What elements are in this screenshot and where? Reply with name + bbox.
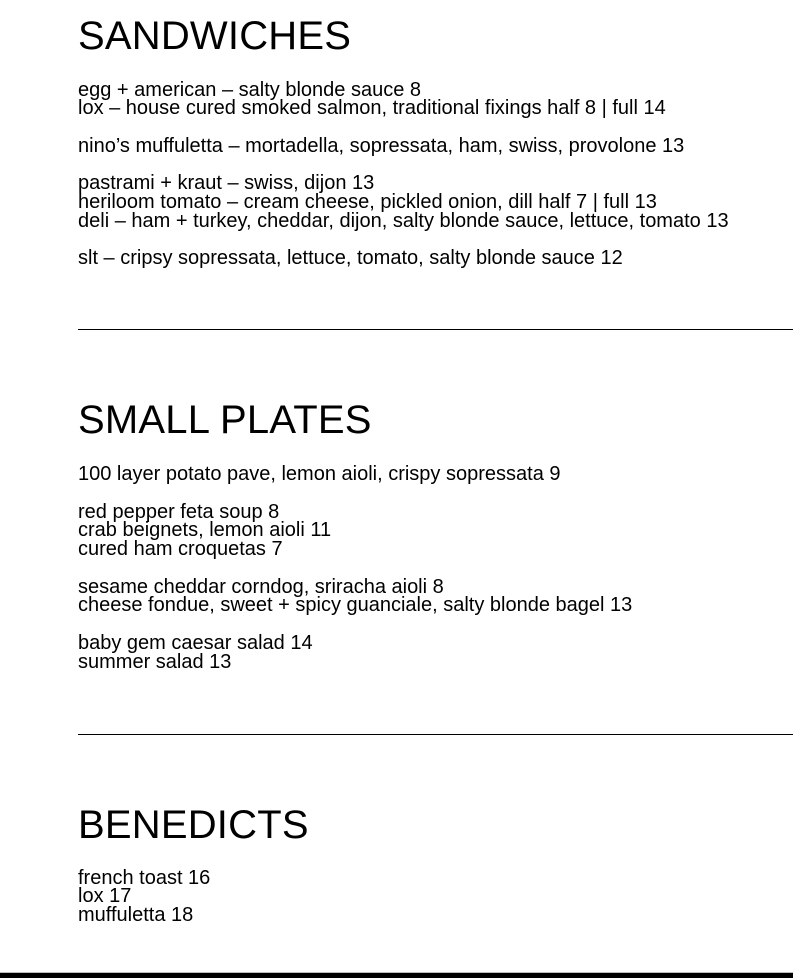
menu-item: nino’s muffuletta – mortadella, sopressata, ham, swiss, provolone 13 [78,135,685,157]
menu-item: lox – house cured smoked salmon, traditional fixings half 8 | full 14 [78,97,666,119]
benedicts-heading: BENEDICTS [78,803,309,847]
menu-item: lox 17 [78,885,132,907]
menu-item: pastrami + kraut – swiss, dijon 13 [78,172,375,194]
menu-item: slt – cripsy sopressata, lettuce, tomato, salty blonde sauce 12 [78,247,623,269]
menu-item: cured ham croquetas 7 [78,538,283,560]
menu-item: summer salad 13 [78,651,232,673]
page-bottom-edge [0,972,793,978]
menu-item: muffuletta 18 [78,904,194,926]
small-plates-heading: SMALL PLATES [78,398,372,442]
menu-item: french toast 16 [78,867,211,889]
sandwiches-heading: SANDWICHES [78,14,352,58]
menu-item: 100 layer potato pave, lemon aioli, crispy sopressata 9 [78,463,561,485]
menu-item: baby gem caesar salad 14 [78,632,313,654]
menu-item: heriloom tomato – cream cheese, pickled onion, dill half 7 | full 13 [78,191,657,213]
menu-item: crab beignets, lemon aioli 11 [78,519,332,541]
section-divider [78,329,793,330]
menu-item: sesame cheddar corndog, sriracha aioli 8 [78,576,444,598]
menu-item: red pepper feta soup 8 [78,501,280,523]
menu-item: egg + american – salty blonde sauce 8 [78,79,421,101]
menu-item: deli – ham + turkey, cheddar, dijon, salty blonde sauce, lettuce, tomato 13 [78,210,729,232]
section-divider [78,734,793,735]
menu-item: cheese fondue, sweet + spicy guanciale, salty blonde bagel 13 [78,594,633,616]
